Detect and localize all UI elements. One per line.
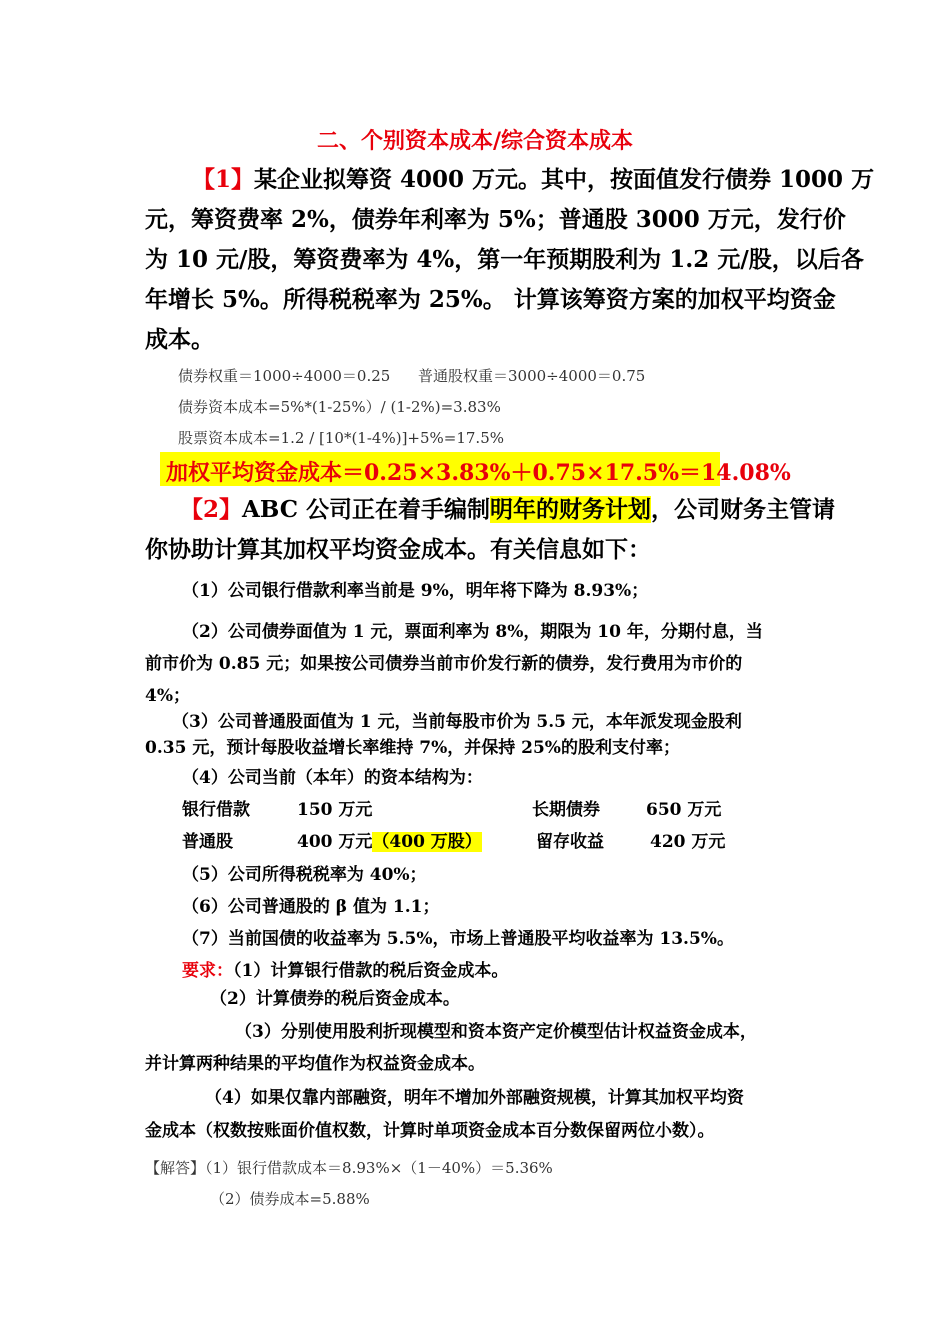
q1-line2: 元，筹资费率 2%，债券年利率为 5%；普通股 3000 万元，发行价 (145, 206, 846, 233)
q2-info-1: （1）公司银行借款利率当前是 9%，明年将下降为 8.93%； (182, 581, 649, 601)
q2-requirements (182, 956, 508, 981)
answer-1 (145, 1157, 553, 1178)
q2-line1-text-a: ABC 公司正在着手编制 (242, 496, 491, 523)
requirement-3b: 并计算两种结果的平均值作为权益资金成本。 (145, 1054, 485, 1074)
q2-line1-text-b: ，公司财务主管请 (651, 496, 836, 523)
q1-line1 (192, 160, 874, 200)
q1-line4: 年增长 5%。所得税税率为 25%。 计算该筹资方案的加权平均资金 (145, 286, 836, 313)
q1-line3: 为 10 元/股，筹资费率为 4%，第一年预期股利为 1.2 元/股，以后各 (145, 246, 864, 273)
requirement-3a: （3）分别使用股利折现模型和资本资产定价模型估计权益资金成本， (235, 1022, 757, 1042)
q2-line1 (180, 490, 835, 530)
cap-bond-label: 长期债券 (532, 800, 600, 820)
cap-bank-value: 150 万元 (297, 800, 373, 820)
requirement-2: （2）计算债券的税后资金成本。 (210, 989, 460, 1009)
cap-common-value-text: 400 万元 (297, 832, 373, 852)
cap-retained-label: 留存收益 (536, 832, 604, 852)
q2-info-3a: （3）公司普通股面值为 1 元，当前每股市价为 5.5 元，本年派发现金股利 (172, 712, 742, 732)
q1-line5: 成本。 (145, 326, 214, 353)
q2-info-4: （4）公司当前（本年）的资本结构为： (182, 768, 483, 788)
cap-bank-label: 银行借款 (182, 800, 250, 820)
cap-common-label: 普通股 (182, 832, 233, 852)
requirement-4a: （4）如果仅靠内部融资，明年不增加外部融资规模，计算其加权平均资 (205, 1088, 744, 1108)
q1-line1-text: 某企业拟筹资 4000 万元。其中，按面值发行债券 1000 万 (254, 166, 875, 193)
q2-highlight-text: 明年的财务计划 (490, 496, 652, 523)
q2-info-7: （7）当前国债的收益率为 5.5%，市场上普通股平均收益率为 13.5%。 (182, 929, 734, 949)
q2-line2: 你协助计算其加权平均资金成本。有关信息如下： (145, 536, 651, 563)
requirements-label: 要求： (182, 961, 233, 981)
q1-calc-stock-cost: 股票资本成本=1.2 / [10*(1-4%)]+5%=17.5% (178, 429, 505, 447)
cap-common-note: （400 万股） (372, 832, 482, 852)
q1-calc-bond-cost: 债券资本成本=5%*(1-25%）/ (1-2%)=3.83% (178, 398, 501, 416)
requirement-1: （1）计算银行借款的税后资金成本。 (233, 961, 509, 981)
cap-retained-value: 420 万元 (650, 832, 726, 852)
q2-info-2a: （2）公司债券面值为 1 元，票面利率为 8%，期限为 10 年，分期付息，当 (182, 622, 763, 642)
answer-2: （2）债券成本=5.88% (210, 1190, 370, 1208)
cap-bond-value: 650 万元 (646, 800, 722, 820)
requirement-4b: 金成本（权数按账面价值权数，计算时单项资金成本百分数保留两位小数）。 (145, 1121, 715, 1141)
q2-number: 【2】 (180, 496, 243, 523)
q2-info-2b: 前市价为 0.85 元；如果按公司债券当前市价发行新的债券，发行费用为市价的 (145, 654, 743, 674)
q2-info-2c: 4%； (145, 686, 190, 706)
answer-1-text: （1）银行借款成本＝8.93%×（1－40%）＝5.36% (205, 1159, 553, 1177)
q2-info-6: （6）公司普通股的 β 值为 1.1； (182, 897, 440, 917)
q1-number: 【1】 (192, 166, 255, 193)
q1-calc-stock-weight: 普通股权重＝3000÷4000＝0.75 (418, 367, 646, 385)
q1-calc-bond-weight: 债券权重＝1000÷4000＝0.25 (178, 367, 391, 385)
q1-result: 加权平均资金成本＝0.25×3.83%＋0.75×17.5%＝14.08% (166, 460, 791, 486)
q2-info-5: （5）公司所得税税率为 40%； (182, 865, 427, 885)
section-title: 二、个别资本成本/综合资本成本 (316, 128, 634, 154)
answer-label: 【解答】 (145, 1159, 206, 1177)
q2-info-3b: 0.35 元，预计每股收益增长率维持 7%，并保持 25%的股利支付率； (145, 738, 680, 758)
cap-common-value (297, 827, 482, 852)
